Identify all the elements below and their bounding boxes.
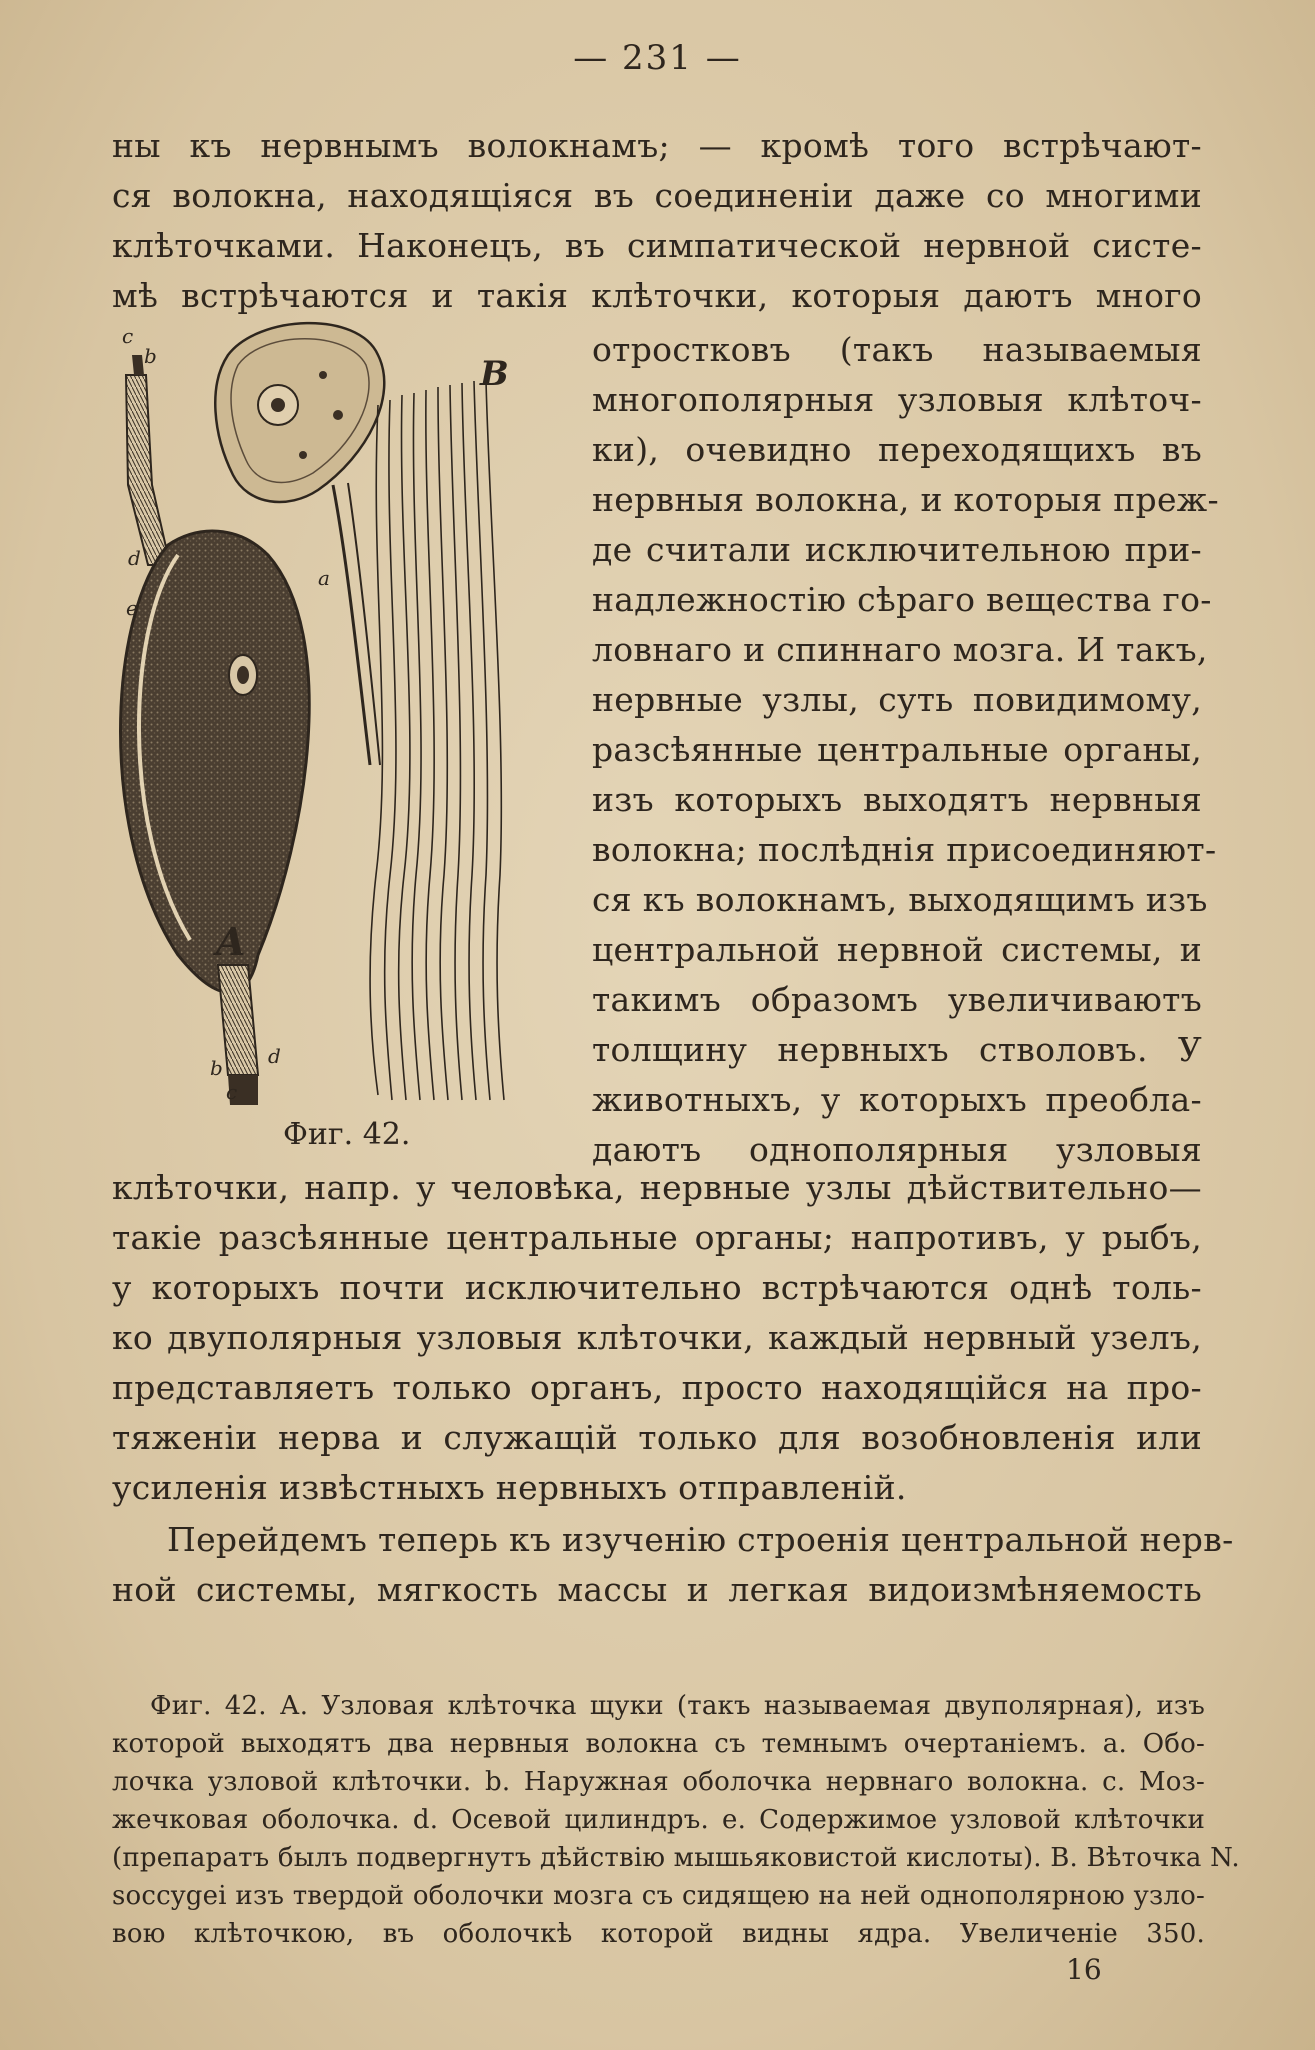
text-line: представляетъ только органъ, просто находящійся на про-	[112, 1368, 1202, 1407]
text-line: усиленія извѣстныхъ нервныхъ отправленій.	[112, 1468, 907, 1507]
text-line: ной системы, мягкость массы и легкая видоизмѣняемость	[112, 1570, 1202, 1609]
label-d-top: d	[128, 546, 141, 570]
page-number: — 231 —	[573, 38, 742, 78]
footnote-line: жечковая оболочка. d. Осевой цилиндръ. e. Содержимое узловой клѣточки	[112, 1805, 1205, 1835]
footnote-line: Фиг. 42. А. Узловая клѣточка щуки (такъ называемая двуполярная), изъ	[150, 1691, 1205, 1721]
text-line: нервные узлы, суть повидимому,	[592, 680, 1202, 719]
text-line: животныхъ, у которыхъ преобла-	[592, 1080, 1202, 1119]
text-line: клѣточками. Наконецъ, въ симпатической нервной систе-	[112, 226, 1202, 265]
text-line: ся къ волокнамъ, выходящимъ изъ	[592, 880, 1208, 919]
text-line: ки), очевидно переходящихъ въ	[592, 430, 1202, 469]
text-line: такимъ образомъ увеличиваютъ	[592, 980, 1202, 1019]
text-line: тяженіи нерва и служащій только для возобновленія или	[112, 1418, 1202, 1457]
label-c-bottom: c	[226, 1080, 238, 1104]
text-line: разсѣянные центральные органы,	[592, 730, 1202, 769]
text-line: нервныя волокна, и которыя преж-	[592, 480, 1219, 519]
text-line: ся волокна, находящіяся въ соединеніи даже со многими	[112, 176, 1202, 215]
figure-42-illustration	[108, 315, 528, 1105]
text-line: изъ которыхъ выходятъ нервныя	[592, 780, 1202, 819]
text-line: даютъ однополярныя узловыя	[592, 1130, 1202, 1169]
label-e: e	[126, 596, 138, 620]
fiber-bundle-drawing	[370, 381, 504, 1100]
footnote-line: лочка узловой клѣточки. b. Наружная оболочка нервнаго волокна. c. Моз-	[112, 1767, 1205, 1797]
figure-caption-label: Фиг. 42.	[283, 1117, 411, 1152]
label-b-bottom: b	[210, 1056, 223, 1080]
label-a: a	[318, 566, 330, 590]
footnote-line: которой выходятъ два нервныя волокна съ темнымъ очертаніемъ. a. Обо-	[112, 1729, 1205, 1759]
label-B: B	[480, 354, 509, 394]
label-c-top: c	[122, 324, 134, 348]
label-A: A	[216, 919, 246, 964]
text-line: отростковъ (такъ называемыя	[592, 330, 1202, 369]
text-line: надлежностію сѣраго вещества го-	[592, 580, 1212, 619]
text-line: центральной нервной системы, и	[592, 930, 1202, 969]
label-b-top: b	[144, 344, 157, 368]
text-line: толщину нервныхъ стволовъ. У	[592, 1030, 1202, 1069]
text-line: многополярныя узловыя клѣточ-	[592, 380, 1202, 419]
text-line: мѣ встрѣчаются и такія клѣточки, которыя даютъ много	[112, 276, 1202, 315]
text-line: ко двуполярныя узловыя клѣточки, каждый нервный узелъ,	[112, 1318, 1202, 1357]
text-line: де считали исключительною при-	[592, 530, 1202, 569]
text-line: волокна; послѣднія присоединяют-	[592, 830, 1217, 869]
signature-mark: 16	[1066, 1953, 1102, 1986]
text-line: Перейдемъ теперь къ изученію строенія центральной нерв-	[167, 1520, 1234, 1559]
text-line: такіе разсѣянные центральные органы; напротивъ, у рыбъ,	[112, 1218, 1202, 1257]
label-d-bottom: d	[268, 1044, 281, 1068]
text-line: у которыхъ почти исключительно встрѣчаются однѣ толь-	[112, 1268, 1202, 1307]
text-line: ны къ нервнымъ волокнамъ; — кромѣ того встрѣчают-	[112, 126, 1202, 165]
text-line: клѣточки, напр. у человѣка, нервные узлы дѣйствительно—	[112, 1168, 1202, 1207]
footnote-line: вою клѣточкою, въ оболочкѣ которой видны ядра. Увеличеніе 350.	[112, 1919, 1205, 1949]
text-line: ловнаго и спиннаго мозга. И такъ,	[592, 630, 1208, 669]
footnote-line: soccygei изъ твердой оболочки мозга съ сидящею на ней однополярною узло-	[112, 1881, 1205, 1911]
footnote-line: (препаратъ былъ подвергнутъ дѣйствію мышьяковистой кислоты). B. Вѣточка N.	[112, 1843, 1240, 1873]
